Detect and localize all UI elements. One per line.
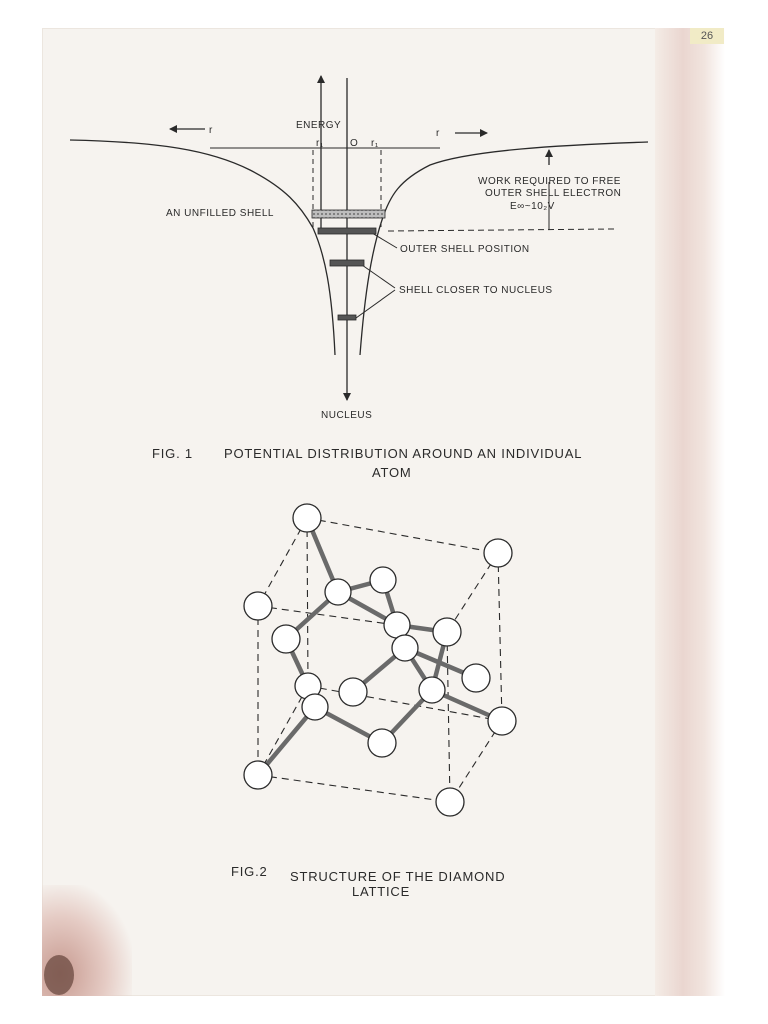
r1-left-label: r₁ xyxy=(316,138,324,149)
fig1-caption xyxy=(152,446,582,480)
unfilled-shell-band xyxy=(312,210,385,218)
r1-right-label: r₁ xyxy=(371,138,379,149)
fig1-labels xyxy=(166,120,621,421)
atom xyxy=(244,592,272,620)
atom xyxy=(436,788,464,816)
fig2-caption-line2: LATTICE xyxy=(352,884,411,899)
corner-tab: 26 xyxy=(690,28,724,44)
atom xyxy=(325,579,351,605)
fig2-diamond-lattice xyxy=(244,504,516,816)
atom xyxy=(419,677,445,703)
shell-bands xyxy=(312,210,385,320)
fig1-caption-line2: ATOM xyxy=(372,465,412,480)
r-left-label: r xyxy=(209,125,213,136)
shell-closer-label: SHELL CLOSER TO NUCLEUS xyxy=(399,285,553,296)
atom xyxy=(370,567,396,593)
outer-shell-dashed-level xyxy=(388,229,615,231)
fig2-caption xyxy=(231,864,505,899)
outer-shell-label: OUTER SHELL POSITION xyxy=(400,244,530,255)
atom xyxy=(368,729,396,757)
atom xyxy=(484,539,512,567)
outer-shell-band xyxy=(318,228,376,234)
nucleus-label: NUCLEUS xyxy=(321,410,373,421)
atom xyxy=(302,694,328,720)
atom xyxy=(433,618,461,646)
work-required-line1: WORK REQUIRED TO FREE xyxy=(478,176,621,187)
fig2-caption-line1: STRUCTURE OF THE DIAMOND xyxy=(290,869,506,884)
shell-closer-leader-2 xyxy=(356,290,395,318)
atom xyxy=(293,504,321,532)
inner-shell-band-1 xyxy=(330,260,364,266)
atom xyxy=(339,678,367,706)
r-right-label: r xyxy=(436,128,440,139)
work-required-line3: E∞~10₂V xyxy=(510,201,555,212)
atom xyxy=(384,612,410,638)
fig1-caption-line1: POTENTIAL DISTRIBUTION AROUND AN INDIVIDUAL xyxy=(224,446,583,461)
fig1-potential-diagram xyxy=(70,76,648,400)
fig2-number: FIG.2 xyxy=(231,864,268,879)
atom xyxy=(488,707,516,735)
shell-closer-leader-1 xyxy=(362,265,395,288)
potential-curve-left xyxy=(70,140,335,355)
atom xyxy=(462,664,490,692)
atom xyxy=(392,635,418,661)
origin-label: O xyxy=(350,138,359,149)
atom xyxy=(244,761,272,789)
atom xyxy=(272,625,300,653)
lattice-atoms xyxy=(244,504,516,816)
inner-shell-band-2 xyxy=(338,315,356,320)
unfilled-shell-label: AN UNFILLED SHELL xyxy=(166,208,274,219)
work-required-line2: OUTER SHELL ELECTRON xyxy=(485,188,622,199)
energy-label: ENERGY xyxy=(296,120,342,131)
fig1-number: FIG. 1 xyxy=(152,446,193,461)
